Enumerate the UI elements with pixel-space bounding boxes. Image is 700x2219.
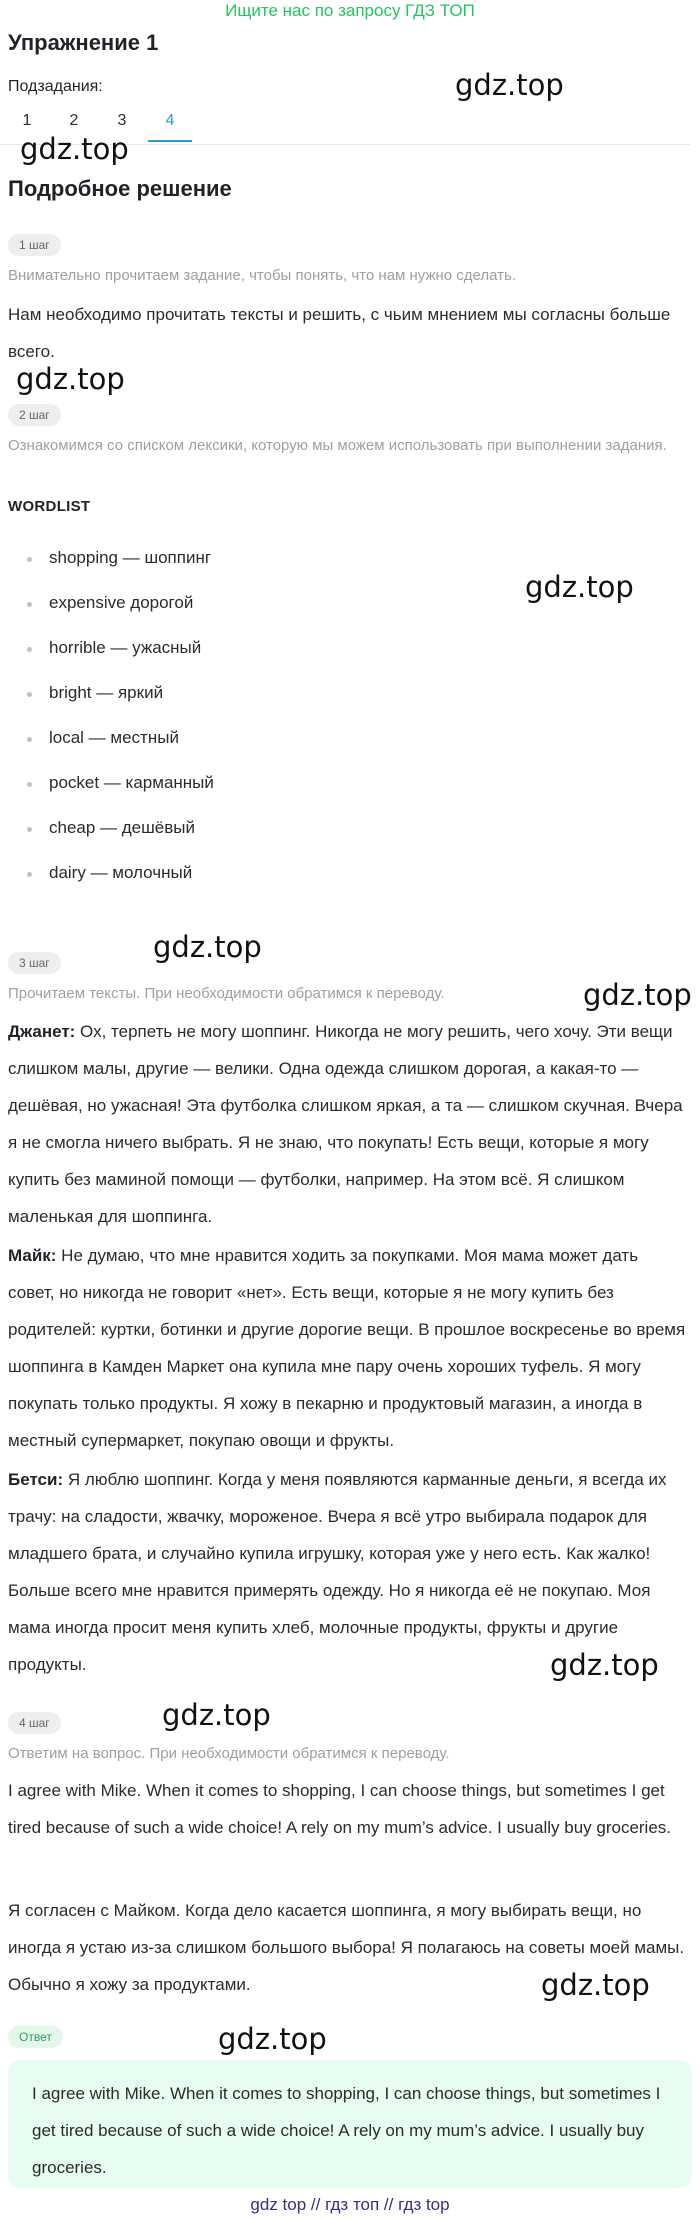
search-banner[interactable]: Ищите нас по запросу ГДЗ ТОП — [225, 1, 475, 20]
answer-russian: Я согласен с Майком. Когда дело касается шоппинга, я могу выбирать вещи, но иногда я устаю из-за слишком большого выбора! Я полагаюсь на советы моей мамы. Обычно я хожу за продуктами. — [8, 1901, 685, 1994]
solution-heading: Подробное решение — [8, 176, 232, 201]
step-badge: 1 шаг — [8, 234, 61, 256]
janet-text: Джанет: Ох, терпеть не могу шоппинг. Никогда не могу решить, чего хочу. Эти вещи слишком малы, другие — велики. Одна одежда слишком дорогая, а какая-то — дешёвая, но ужасная! Эта футболка слишком яркая, а та — слишком скучная. Вчера я не смогла ничего выбрать. Я не знаю, что покупать! Есть вещи, которые я могу купить без маминой помощи — футболки, например. На этом всё. Я слишком маленькая для шоппинга. — [8, 1022, 683, 1226]
step-hint: Ответим на вопрос. При необходимости обратимся к переводу. — [8, 1745, 450, 1762]
step-hint: Ознакомимся со списком лексики, которую мы можем использовать при выполнении задания. — [8, 437, 667, 454]
answer-text: I agree with Mike. When it comes to shopping, I can choose things, but sometimes I get tired because of such a wide choice! A rely on my mum’s advice. I usually buy groceries. — [32, 2084, 661, 2177]
subtasks-label: Подзадания: — [8, 78, 103, 95]
tab-3[interactable]: 3 — [117, 112, 127, 129]
list-item: local — местный — [49, 728, 179, 748]
tab-2[interactable]: 2 — [69, 112, 79, 129]
mike-text: Майк: Не думаю, что мне нравится ходить за покупками. Моя мама может дать совет, но никогда не говорит «нет». Есть вещи, которые я не могу купить без родителей: куртки, ботинки и другие дорогие вещи. В прошлое воскресенье во время шоппинга в Камден Маркет она купила мне пару очень хороших туфель. Я могу покупать только продукты. Я хожу в пекарню и продуктовый магазин, а иногда в местный супермаркет, покупаю овощи и фрукты. — [8, 1246, 686, 1450]
list-item: bright — яркий — [49, 683, 163, 703]
tab-4[interactable]: 4 — [148, 112, 192, 142]
mike-name: Майк: — [8, 1246, 57, 1265]
betsy-name: Бетси: — [8, 1470, 64, 1489]
step-badge: 2 шаг — [8, 404, 61, 426]
footer-links[interactable]: gdz top // гдз топ // гдз top — [250, 2195, 450, 2214]
answer-english: I agree with Mike. When it comes to shopping, I can choose things, but sometimes I get tired because of such a wide choice! A rely on my mum’s advice. I usually buy groceries. — [8, 1781, 672, 1837]
list-item: expensive дорогой — [49, 593, 193, 613]
watermark: gdz.top — [583, 978, 692, 1012]
watermark: gdz.top — [153, 930, 262, 964]
watermark: gdz.top — [16, 362, 125, 396]
list-item: horrible — ужасный — [49, 638, 201, 658]
tab-1[interactable]: 1 — [22, 112, 32, 129]
answer-badge: Ответ — [8, 2026, 63, 2048]
watermark: gdz.top — [20, 132, 129, 166]
list-item: pocket — карманный — [49, 773, 214, 793]
watermark: gdz.top — [541, 1968, 650, 2002]
watermark: gdz.top — [218, 2022, 327, 2056]
betsy-text: Бетси: Я люблю шоппинг. Когда у меня появляются карманные деньги, я всегда их трачу: на сладости, жвачку, мороженое. Вчера я всё утро выбирала подарок для младшего брата, и случайно купила игрушку, которая уже у него есть. Как жалко! Больше всего мне нравится примерять одежду. Но я никогда её не покупаю. Моя мама иногда просит меня купить хлеб, молочные продукты, фрукты и другие продукты. — [8, 1470, 667, 1674]
watermark: gdz.top — [162, 1698, 271, 1732]
wordlist-title: WORDLIST — [8, 498, 91, 515]
step-hint: Внимательно прочитаем задание, чтобы понять, что нам нужно сделать. — [8, 267, 517, 284]
step-badge: 4 шаг — [8, 1712, 61, 1734]
watermark: gdz.top — [550, 1648, 659, 1682]
list-item: dairy — молочный — [49, 863, 192, 883]
list-item: shopping — шоппинг — [49, 548, 211, 568]
step-hint: Прочитаем тексты. При необходимости обратимся к переводу. — [8, 985, 445, 1002]
step-badge: 3 шаг — [8, 952, 61, 974]
watermark: gdz.top — [525, 570, 634, 604]
step-text: Нам необходимо прочитать тексты и решить, с чьим мнением мы согласны больше всего. — [8, 305, 671, 361]
list-item: cheap — дешёвый — [49, 818, 195, 838]
watermark: gdz.top — [455, 68, 564, 102]
janet-name: Джанет: — [8, 1022, 76, 1041]
page-title: Упражнение 1 — [8, 30, 159, 55]
